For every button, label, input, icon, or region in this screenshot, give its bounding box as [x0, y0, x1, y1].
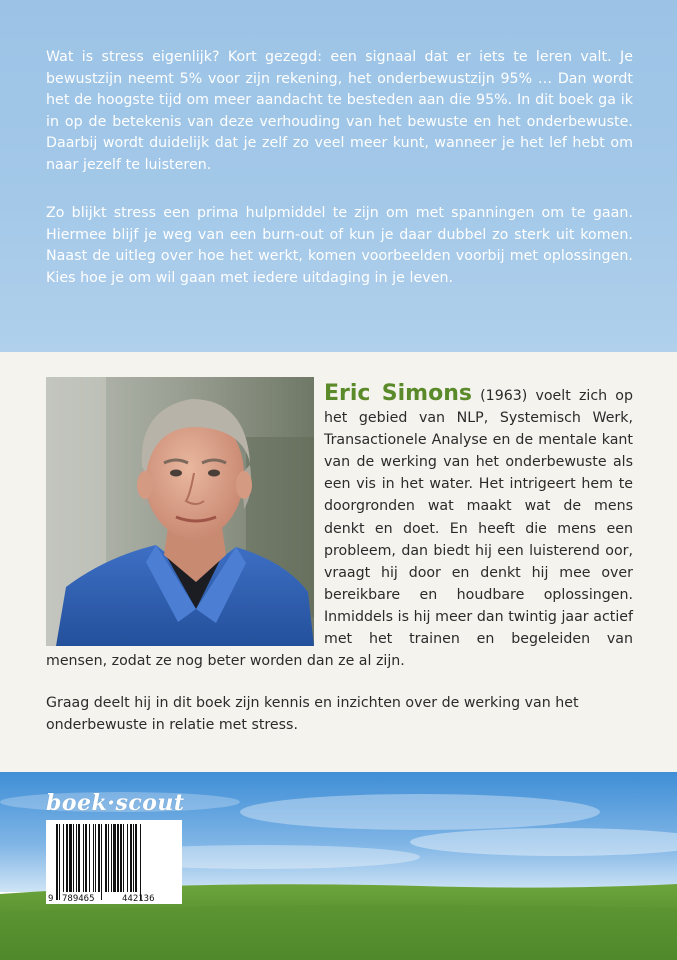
barcode-bar [130, 824, 132, 892]
barcode-bar [83, 824, 84, 892]
barcode-bar [56, 824, 58, 900]
barcode-bar [66, 824, 68, 892]
blurb-paragraph-1: Wat is stress eigenlijk? Kort gezegd: een signaal dat er iets te leren valt. Je bewustzijn neemt 5% voor zijn rekening, het onderbewustzijn 95% … Dan wordt het de hoogste tijd om meer aandacht te besteden aan die 95%. In dit boek ga ik in op de betekenis van deze verhouding van het bewuste en het onderbewuste. Daarbij wordt duidelijk dat je zelf zo veel meer kunt, wanneer je het lef hebt om naar jezelf te luisteren. [46, 49, 633, 173]
barcode-bar [93, 824, 94, 892]
isbn-right-digits: 442136 [122, 894, 155, 904]
author-name: Eric Simons [324, 381, 472, 406]
barcode-bar [120, 824, 122, 892]
barcode [46, 820, 182, 904]
author-bio-text: (1963) voelt zich op het gebied van NLP, Systemisch Werk, Transactionele Analyse en de mentale kant van de werking van het onderbewuste als een vis in het water. Het intrigeert hem te doorgronden wat maakt wat de mens denkt en doet. En heeft die mens een probleem, dan biedt hij een luisterend oor, vraagt hij door en denkt hij mee over bereikbare en houdbare oplossingen. Inmiddels is hij meer dan twintig jaar actief met het trainen en begeleiden van mensen, zodat ze nog beter worden dan ze al zijn. [46, 388, 633, 670]
barcode-bar [105, 824, 107, 892]
publisher-logo: boek·scout [46, 790, 185, 816]
barcode-bar [73, 824, 74, 892]
author-bio-closing: Graag deelt hij in dit boek zijn kennis en inzichten over de werking van het onderbewuste in relatie met stress. [46, 695, 579, 733]
barcode-bar [98, 824, 100, 892]
blurb-paragraph-2: Zo blijkt stress een prima hulpmiddel te zijn om met spanningen om te gaan. Hiermee blijf je weg van een burn-out of kun je daar dubbel zo sterk uit komen. Naast de uitleg over hoe het werkt, komen voorbeelden voorbij met oplossingen. Kies hoe je om wil gaan met iedere uitdaging in je leven. [46, 205, 633, 286]
barcode-bar [76, 824, 77, 892]
photo-spacer [46, 383, 324, 645]
barcode-bar [95, 824, 96, 892]
barcode-bar [89, 824, 90, 892]
barcode-bar [140, 824, 141, 900]
barcode-bar [69, 824, 72, 892]
barcode-bar [123, 824, 124, 892]
barcode-bar [117, 824, 119, 892]
barcode-bar [133, 824, 134, 892]
author-bio [46, 383, 633, 672]
barcode-bar [108, 824, 109, 892]
barcode-bar [101, 824, 102, 900]
barcode-bar [63, 824, 64, 892]
barcode-bar [127, 824, 128, 892]
isbn-left-digits: 789465 [62, 894, 95, 904]
barcode-bar [85, 824, 87, 892]
barcode-bar [78, 824, 80, 892]
barcode-bar [113, 824, 116, 892]
barcode-bars [46, 820, 182, 904]
barcode-bar [59, 824, 60, 900]
isbn-lead-digit: 9 [48, 894, 54, 904]
barcode-bar [111, 824, 112, 892]
barcode-bar [135, 824, 137, 892]
blurb-panel [0, 0, 677, 352]
